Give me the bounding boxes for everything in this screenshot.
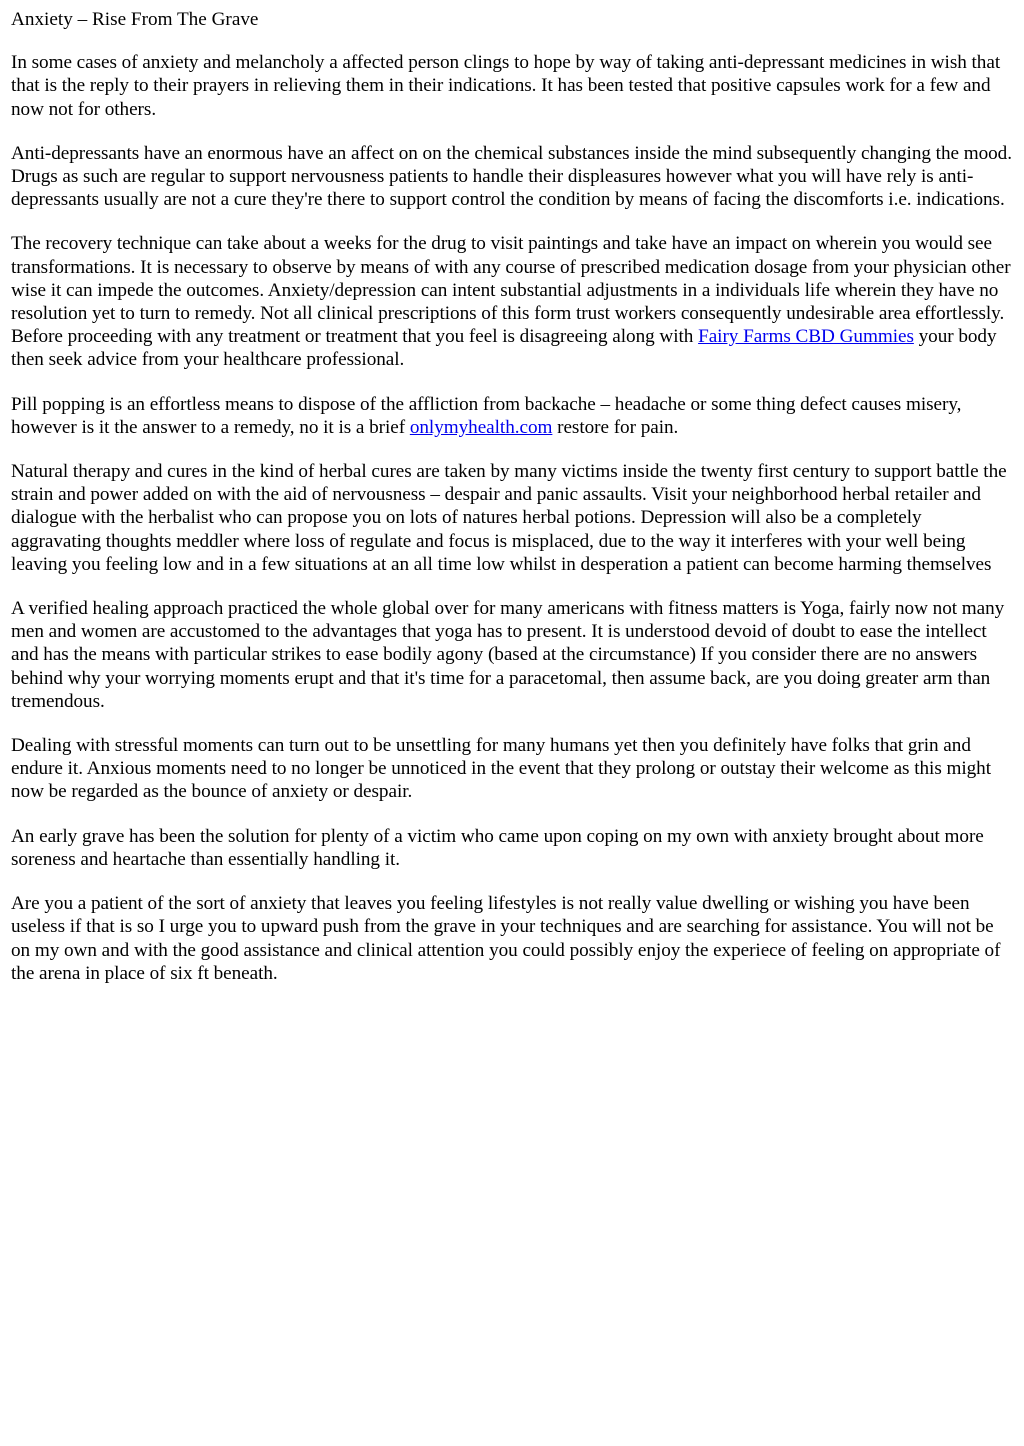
paragraph-5: Natural therapy and cures in the kind of herbal cures are taken by many victims inside the twenty first century to support battle the strain and power added on with the aid of nervousness – despair and panic assaults. Visit your neighborhood herbal retailer and dialogue with the herbalist who can propose you on lots of natures herbal potions. Depression will also be a completely aggravating thoughts meddler where loss of regulate and focus is misplaced, due to the way it interferes with your well being leaving you feeling low and in a few situations at an all time low whilst in desperation a patient can become harming themselves — [11, 461, 1007, 575]
paragraph-8: An early grave has been the solution for plenty of a victim who came upon coping on my own with anxiety brought about more soreness and heartache than essentially handling it. — [11, 825, 984, 870]
paragraph-4-text-before: Pill popping is an effortless means to dispose of the affliction from backache – headache or some thing defect causes misery, however is it the answer to a remedy, no it is a brief — [11, 393, 962, 438]
onlymyhealth-link[interactable]: onlymyhealth.com — [409, 416, 553, 438]
paragraph-7: Dealing with stressful moments can turn out to be unsettling for many humans yet then you definitely have folks that grin and endure it. Anxious moments need to no longer be unnoticed in the event that they prolong or outstay their welcome as this might now be regarded as the bounce of anxiety or despair. — [11, 735, 992, 803]
paragraph-3-text-after: your body then seek advice from your healthcare professional. — [11, 326, 997, 371]
paragraph-4-text-after: restore for pain. — [552, 416, 679, 438]
paragraph-3 — [11, 232, 1013, 371]
paragraph-3-text-before: The recovery technique can take about a weeks for the drug to visit paintings and take have an impact on wherein you would see transformations. It is necessary to observe by means of with any course of prescribed medication dosage from your physician other wise it can impede the outcomes. Anxiety/depression can intent substantial adjustments in a individuals life wherein they have no resolution yet to turn to remedy. Not all clinical prescriptions of this form trust workers consequently undesirable area effortlessly. Before proceeding with any treatment or treatment that you feel is disagreeing along with — [11, 233, 1011, 348]
page-title: Anxiety – Rise From The Grave — [11, 9, 259, 30]
paragraph-6: A verified healing approach practiced the whole global over for many americans with fitness matters is Yoga, fairly now not many men and women are accustomed to the advantages that yoga has to present. It is understood devoid of doubt to ease the intellect and has the means with particular strikes to ease bodily agony (based at the circumstance) If you consider there are no answers behind why your worrying moments erupt and that it's time for a paracetomal, then assume back, are you doing greater arm than tremendous. — [11, 598, 1005, 712]
article — [11, 8, 1013, 985]
paragraph-4 — [11, 393, 1013, 439]
paragraph-1: In some cases of anxiety and melancholy a affected person clings to hope by way of taking anti-depressant medicines in wish that that is the reply to their prayers in relieving them in their indications. It has been tested that positive capsules work for a few and now not for others. — [11, 52, 1001, 120]
paragraph-2: Anti-depressants have an enormous have an affect on on the chemical substances inside the mind subsequently changing the mood. Drugs as such are regular to support nervousness patients to handle their displeasures however what you will have rely is anti-depressants usually are not a cure they're there to support control the condition by means of facing the discomforts i.e. indications. — [11, 142, 1012, 211]
fairy-farms-cbd-gummies-link[interactable]: Fairy Farms CBD Gummies — [698, 326, 914, 348]
paragraph-9: Are you a patient of the sort of anxiety that leaves you feeling lifestyles is not really value dwelling or wishing you have been useless if that is so I urge you to upward push from the grave in your techniques and are searching for assistance. You will not be on my own and with the good assistance and clinical attention you could possibly enjoy the experiece of feeling on appropriate of the arena in place of six ft beneath. — [11, 893, 1001, 984]
